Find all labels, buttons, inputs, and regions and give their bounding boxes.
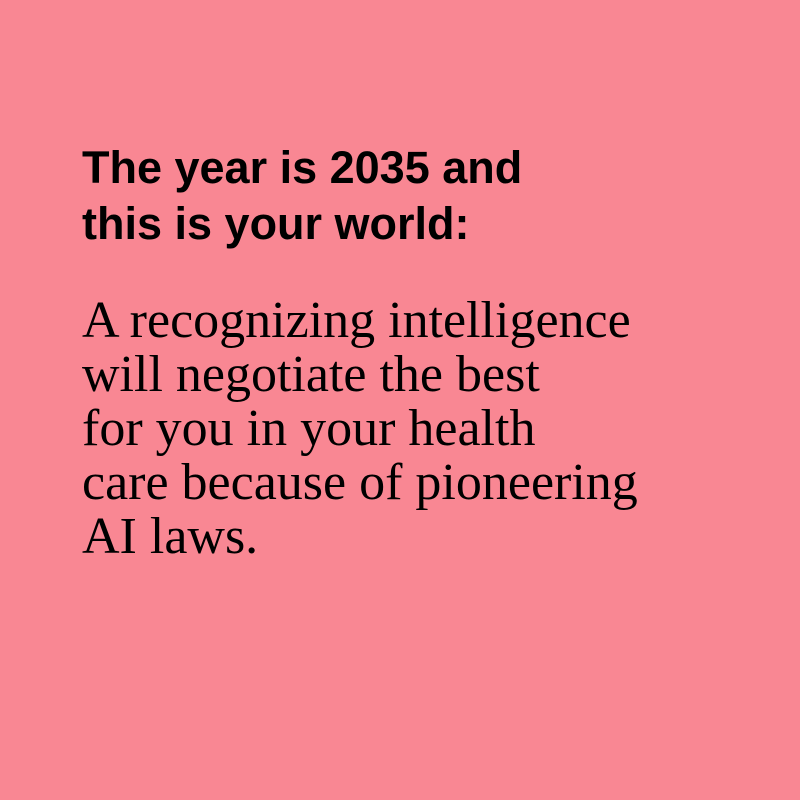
headline-line-1: The year is 2035 and <box>82 142 523 193</box>
body-line-1: A recognizing intelligence <box>82 292 631 349</box>
headline-line-2: this is your world: <box>82 198 470 249</box>
headline <box>82 140 522 252</box>
body-line-3: for you in your health <box>82 400 536 457</box>
body-line-2: will negotiate the best <box>82 346 540 403</box>
body-line-5: AI laws. <box>82 508 259 565</box>
body-text <box>82 294 638 564</box>
body-line-4: care because of pioneering <box>82 454 638 511</box>
